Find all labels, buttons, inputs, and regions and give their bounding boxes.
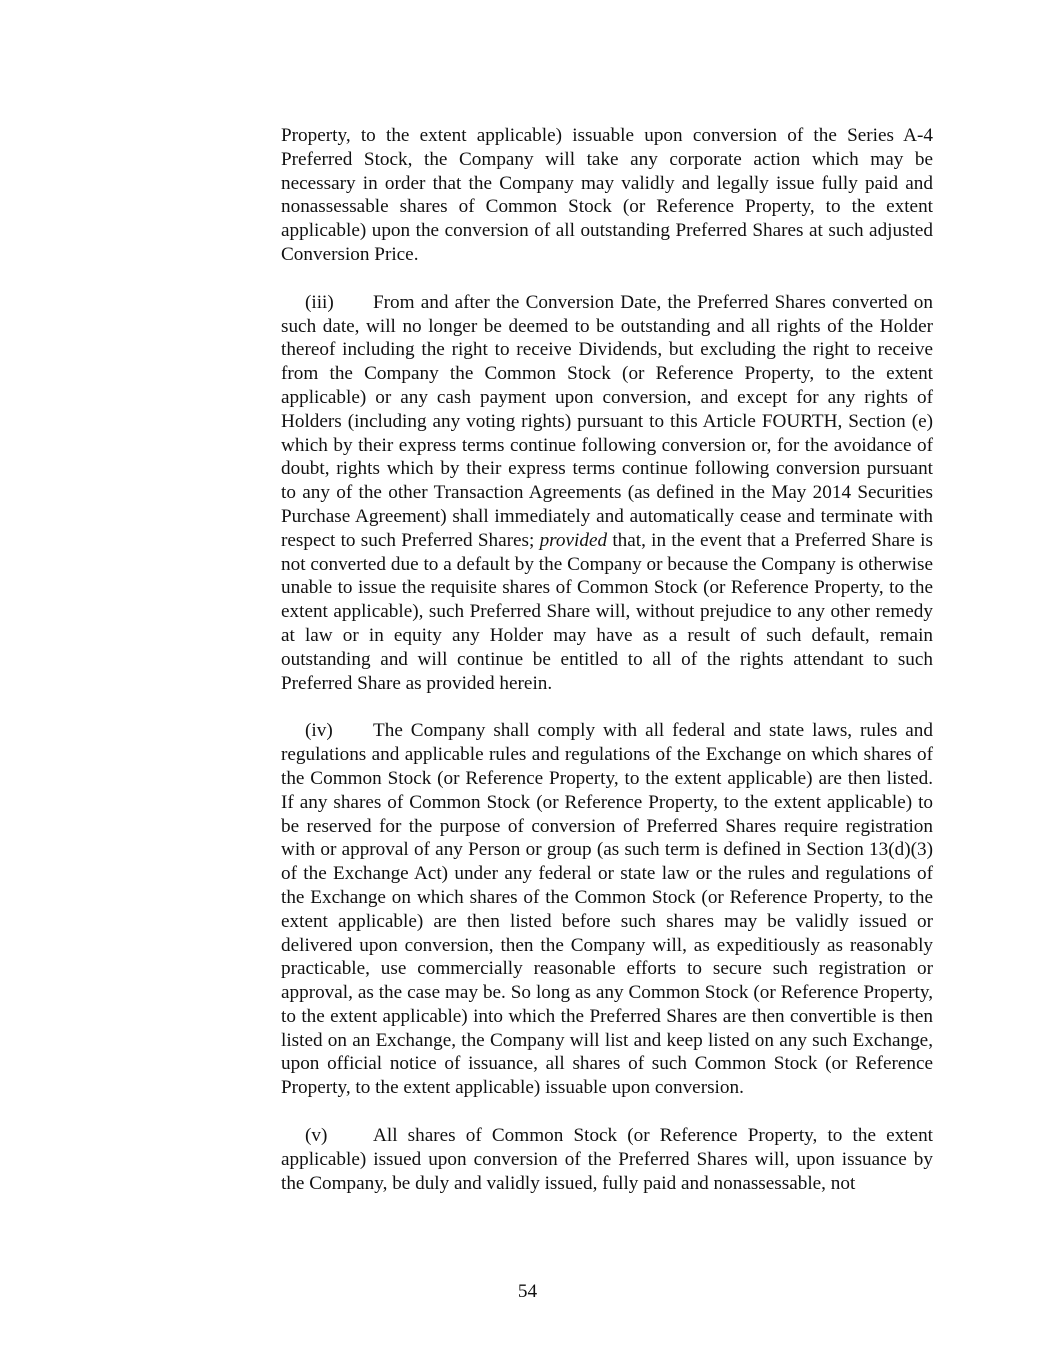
paragraph-number: (v) bbox=[305, 1125, 328, 1147]
paragraph-text-continued: that, in the event that a Preferred Share is not converted due to a default by the Company or because the Company is otherwise unable to issue the requisite shares of Common Stock (or Reference Property, to the extent applicable), such Preferred Share will, without prejudice to any other remedy at law or in equity any Holder may have as a result of such default, remain outstanding and will continue be entitled to all of the rights attendant to such Preferred Share as provided herein. bbox=[281, 529, 933, 694]
emphasis-provided: provided bbox=[539, 529, 608, 551]
paragraph-iii bbox=[281, 291, 933, 696]
paragraph-number: (iv) bbox=[305, 720, 333, 742]
paragraph-text: The Company shall comply with all federal and state laws, rules and regulations and applicable rules and regulations of the Exchange on which shares of the Common Stock (or Reference Property, to the extent applicable) are then listed. If any shares of Common Stock (or Reference Property, to the extent applicable) to be reserved for the purpose of conversion of Preferred Shares require registration with or approval of any Person or group (as such term is defined in Section 13(d)(3) of the Exchange Act) under any federal or state law or the rules and regulations of the Exchange on which shares of the Common Stock (or Reference Property, to the extent applicable) are then listed before such shares may be validly issued or delivered upon conversion, then the Company will, as expeditiously as reasonably practicable, use commercially reasonable efforts to secure such registration or approval, as the case may be. So long as any Common Stock (or Reference Property, to the extent applicable) into which the Preferred Shares are then convertible is then listed on an Exchange, the Company will list and keep listed on any such Exchange, upon official notice of issuance, all shares of such Common Stock (or Reference Property, to the extent applicable) issuable upon conversion. bbox=[281, 720, 933, 1099]
paragraph-v bbox=[281, 1124, 933, 1195]
paragraph-text: Property, to the extent applicable) issuable upon conversion of the Series A-4 Preferred Stock, the Company will take any corporate action which may be necessary in order that the Company may validly and legally issue fully paid and nonassessable shares of Common Stock (or Reference Property, to the extent applicable) upon the conversion of all outstanding Preferred Shares at such adjusted Conversion Price. bbox=[281, 125, 933, 265]
paragraph-text: All shares of Common Stock (or Reference Property, to the extent applicable) issued upon conversion of the Preferred Shares will, upon issuance by the Company, be duly and validly issued, fully paid and nonassessable, not bbox=[281, 1125, 933, 1194]
paragraph-number: (iii) bbox=[305, 291, 334, 313]
paragraph-iv bbox=[281, 719, 933, 1100]
document-page bbox=[281, 124, 933, 1219]
page-number: 54 bbox=[517, 1281, 538, 1302]
paragraph-text: From and after the Conversion Date, the Preferred Shares converted on such date, will no longer be deemed to be outstanding and all rights of the Holder thereof including the right to receive Dividends, but excluding the right to receive from the Company the Common Stock (or Reference Property, to the extent applicable) or any cash payment upon conversion, and except for any rights of Holders (including any voting rights) pursuant to this Article FOURTH, Section (e) which by their express terms continue following conversion or, for the avoidance of doubt, rights which by their express terms continue following conversion pursuant to any of the other Transaction Agreements (as defined in the May 2014 Securities Purchase Agreement) shall immediately and automatically cease and terminate with respect to such Preferred Shares; bbox=[281, 291, 933, 551]
paragraph-continuation bbox=[281, 124, 933, 267]
